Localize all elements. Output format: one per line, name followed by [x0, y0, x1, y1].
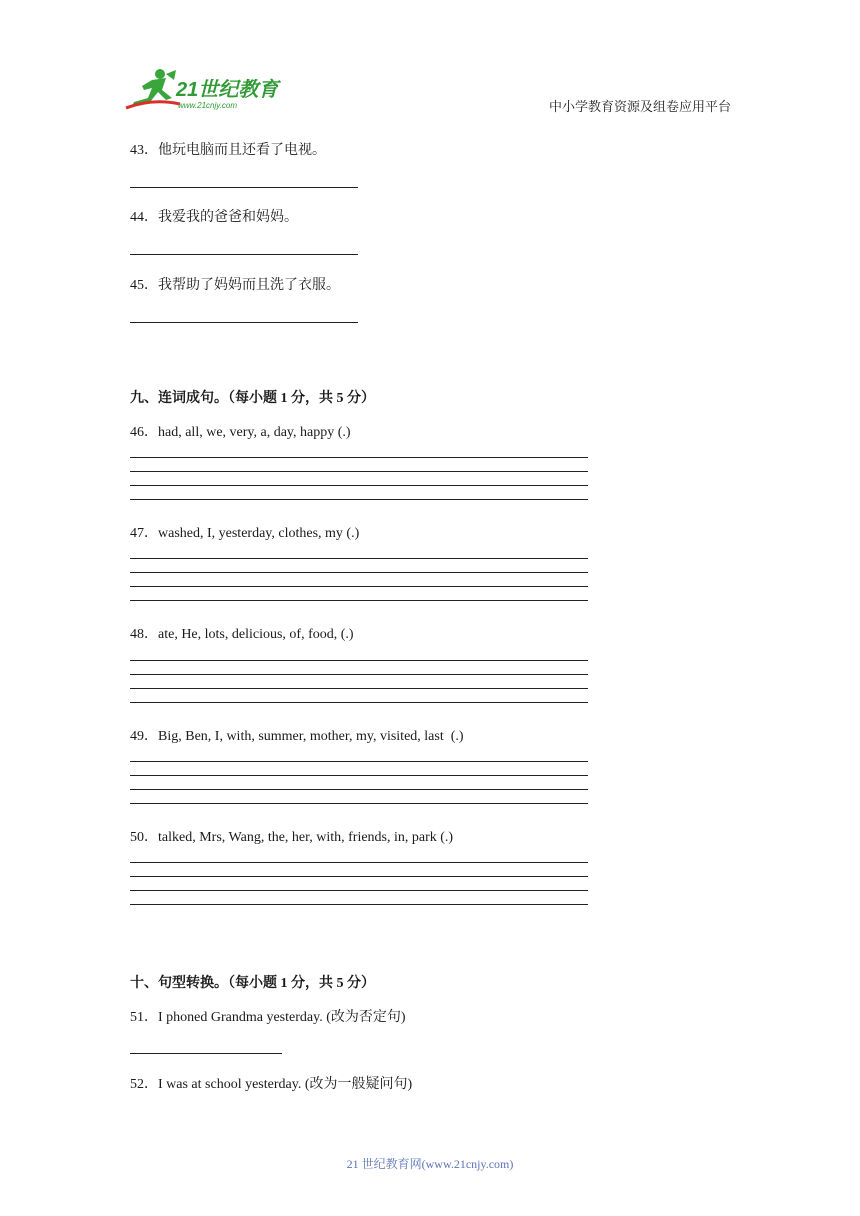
- answer-line[interactable]: [130, 485, 588, 486]
- answer-line[interactable]: [130, 499, 588, 500]
- question-number: 44．: [130, 210, 158, 225]
- question-43: [130, 139, 326, 159]
- answer-line[interactable]: [130, 803, 588, 804]
- question-number: 51．: [130, 1010, 158, 1025]
- footer-link[interactable]: 21 世纪教育网(www.21cnjy.com): [346, 1157, 514, 1171]
- answer-line[interactable]: [130, 702, 588, 703]
- runner-logo-icon: [122, 68, 292, 114]
- section-9-title: 九、连词成句。（每小题 1 分，共 5 分）: [130, 391, 375, 406]
- question-text: washed, I, yesterday, clothes, my (.): [158, 526, 360, 541]
- answer-line[interactable]: [130, 660, 588, 661]
- question-46: [130, 421, 351, 441]
- question-text: ate, He, lots, delicious, of, food, (.): [158, 627, 354, 642]
- answer-line[interactable]: [130, 862, 588, 863]
- platform-name: 中小学教育资源及组卷应用平台: [549, 99, 732, 114]
- question-text: Big, Ben, I, with, summer, mother, my, visited, last (.): [158, 729, 464, 744]
- question-number: 46．: [130, 425, 158, 440]
- answer-line[interactable]: [130, 471, 588, 472]
- question-text: I phoned Grandma yesterday. (改为否定句): [158, 1010, 406, 1025]
- logo-text: 21世纪教育: [176, 79, 279, 101]
- question-44: [130, 206, 298, 226]
- question-number: 50．: [130, 830, 158, 845]
- question-text: had, all, we, very, a, day, happy (.): [158, 425, 351, 440]
- answer-line[interactable]: [130, 890, 588, 891]
- question-50: [130, 826, 453, 846]
- answer-line[interactable]: [130, 688, 588, 689]
- answer-line[interactable]: [130, 1053, 282, 1054]
- section-10-title: 十、句型转换。（每小题 1 分，共 5 分）: [130, 976, 375, 991]
- answer-line[interactable]: [130, 761, 588, 762]
- answer-line[interactable]: [130, 586, 588, 587]
- question-number: 52．: [130, 1077, 158, 1092]
- logo: [122, 68, 292, 114]
- question-48: [130, 623, 354, 643]
- question-text: 他玩电脑而且还看了电视。: [158, 143, 326, 158]
- question-52: [130, 1073, 412, 1093]
- answer-line[interactable]: [130, 254, 358, 255]
- answer-line[interactable]: [130, 322, 358, 323]
- question-number: 47．: [130, 526, 158, 541]
- question-51: [130, 1006, 406, 1026]
- logo-url: www.21cnjy.com: [178, 101, 237, 110]
- question-text: talked, Mrs, Wang, the, her, with, friends, in, park (.): [158, 830, 454, 845]
- answer-line[interactable]: [130, 775, 588, 776]
- question-number: 45．: [130, 278, 158, 293]
- answer-line[interactable]: [130, 572, 588, 573]
- question-49: [130, 725, 464, 745]
- answer-line[interactable]: [130, 789, 588, 790]
- question-text: I was at school yesterday. (改为一般疑问句): [158, 1077, 413, 1092]
- answer-line[interactable]: [130, 876, 588, 877]
- answer-line[interactable]: [130, 904, 588, 905]
- answer-line[interactable]: [130, 187, 358, 188]
- answer-line[interactable]: [130, 674, 588, 675]
- question-47: [130, 522, 359, 542]
- answer-line[interactable]: [130, 457, 588, 458]
- question-number: 48．: [130, 627, 158, 642]
- answer-line[interactable]: [130, 600, 588, 601]
- question-text: 我爱我的爸爸和妈妈。: [158, 210, 298, 225]
- question-text: 我帮助了妈妈而且洗了衣服。: [158, 278, 340, 293]
- answer-line[interactable]: [130, 558, 588, 559]
- question-number: 43．: [130, 143, 158, 158]
- question-45: [130, 274, 340, 294]
- question-number: 49．: [130, 729, 158, 744]
